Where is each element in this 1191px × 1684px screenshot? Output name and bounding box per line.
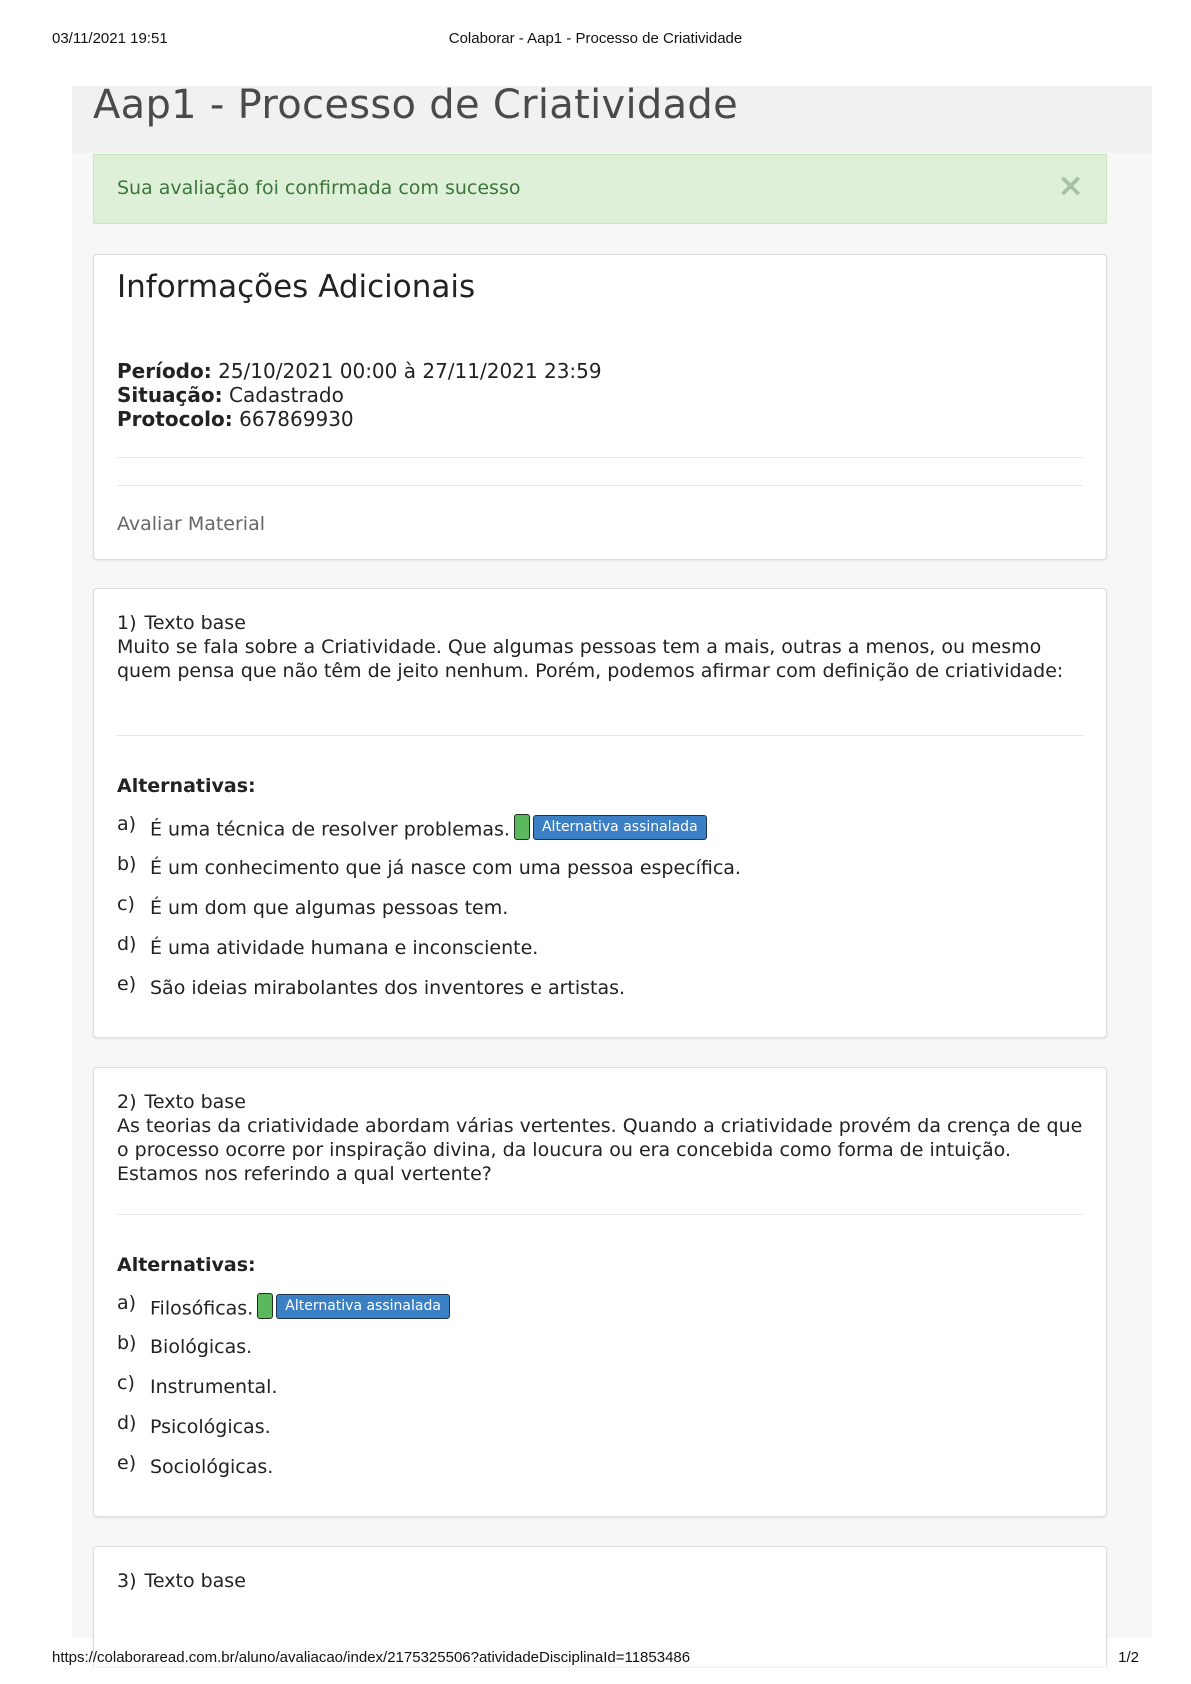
alert-message: Sua avaliação foi confirmada com sucesso bbox=[117, 177, 521, 199]
alternative-letter: e) bbox=[117, 1452, 137, 1474]
protocolo-label: Protocolo: bbox=[117, 407, 233, 431]
alternatives-list bbox=[117, 1292, 1083, 1492]
alternative-text[interactable]: É um dom que algumas pessoas tem. bbox=[150, 897, 509, 919]
alternative-a[interactable] bbox=[117, 1292, 1083, 1332]
periodo-value: 25/10/2021 00:00 à 27/11/2021 23:59 bbox=[211, 359, 602, 383]
question-card-2 bbox=[93, 1067, 1107, 1517]
page-title: Aap1 - Processo de Criatividade bbox=[93, 82, 739, 128]
question-header bbox=[117, 611, 1083, 683]
question-heading: Texto base bbox=[144, 612, 246, 634]
print-date: 03/11/2021 19:51 bbox=[52, 30, 168, 47]
question-card-3 bbox=[93, 1546, 1107, 1666]
alternative-text[interactable]: Sociológicas. bbox=[150, 1456, 274, 1478]
alternative-text[interactable]: Filosóficas. bbox=[150, 1297, 254, 1320]
alternative-text[interactable]: Psicológicas. bbox=[150, 1416, 271, 1438]
question-heading: Texto base bbox=[144, 1570, 246, 1592]
periodo-row bbox=[117, 359, 602, 383]
alternative-letter: a) bbox=[117, 1292, 137, 1314]
alternative-a[interactable] bbox=[117, 813, 1083, 853]
alternative-letter: d) bbox=[117, 1412, 137, 1434]
alternative-text[interactable]: É um conhecimento que já nasce com uma pessoa específica. bbox=[150, 857, 741, 879]
alternative-e[interactable] bbox=[117, 973, 1083, 1013]
question-number: 2) bbox=[117, 1091, 137, 1113]
alternatives-title: Alternativas: bbox=[117, 775, 256, 797]
info-panel bbox=[93, 254, 1107, 560]
selected-square-icon bbox=[514, 814, 530, 840]
alternative-letter: b) bbox=[117, 853, 137, 875]
alternative-letter: b) bbox=[117, 1332, 137, 1354]
periodo-label: Período: bbox=[117, 359, 212, 383]
info-title: Informações Adicionais bbox=[117, 269, 476, 305]
alternatives-title: Alternativas: bbox=[117, 1254, 256, 1276]
info-fields bbox=[117, 359, 602, 431]
situacao-value: Cadastrado bbox=[222, 383, 344, 407]
question-number: 3) bbox=[117, 1570, 137, 1592]
close-icon[interactable]: × bbox=[1057, 166, 1084, 204]
selected-badge: Alternativa assinalada bbox=[533, 815, 707, 840]
protocolo-row bbox=[117, 407, 602, 431]
success-alert bbox=[93, 154, 1107, 224]
selected-marker bbox=[257, 1293, 450, 1319]
alternative-text[interactable]: Biológicas. bbox=[150, 1336, 253, 1358]
alternative-text[interactable]: São ideias mirabolantes dos inventores e artistas. bbox=[150, 977, 626, 999]
selected-marker bbox=[514, 814, 707, 840]
alternative-d[interactable] bbox=[117, 933, 1083, 973]
alternative-letter: e) bbox=[117, 973, 137, 995]
print-footer bbox=[52, 1649, 1139, 1669]
alternatives-list bbox=[117, 813, 1083, 1013]
selected-square-icon bbox=[257, 1293, 273, 1319]
divider bbox=[117, 485, 1083, 486]
alternative-letter: c) bbox=[117, 893, 135, 915]
question-header bbox=[117, 1090, 1083, 1186]
situacao-label: Situação: bbox=[117, 383, 223, 407]
alternative-letter: a) bbox=[117, 813, 137, 835]
divider bbox=[117, 735, 1083, 736]
alternative-text[interactable]: Instrumental. bbox=[150, 1376, 278, 1398]
question-header bbox=[117, 1569, 1083, 1593]
situacao-row bbox=[117, 383, 602, 407]
question-text: Muito se fala sobre a Criatividade. Que algumas pessoas tem a mais, outras a menos, ou mesmo quem pensa que não têm de jeito nenhum. Porém, podemos afirmar com definição de criatividade: bbox=[117, 636, 1064, 682]
alternative-d[interactable] bbox=[117, 1412, 1083, 1452]
divider bbox=[117, 1214, 1083, 1215]
question-heading: Texto base bbox=[144, 1091, 246, 1113]
alternative-b[interactable] bbox=[117, 853, 1083, 893]
alternative-e[interactable] bbox=[117, 1452, 1083, 1492]
alternative-text[interactable]: É uma atividade humana e inconsciente. bbox=[150, 937, 539, 959]
question-number: 1) bbox=[117, 612, 137, 634]
page-number: 1/2 bbox=[1118, 1649, 1139, 1666]
avaliar-material-link[interactable]: Avaliar Material bbox=[117, 513, 266, 535]
question-card-1 bbox=[93, 588, 1107, 1038]
alternative-c[interactable] bbox=[117, 893, 1083, 933]
alternative-letter: c) bbox=[117, 1372, 135, 1394]
print-url: https://colaboraread.com.br/aluno/avaliacao/index/2175325506?atividadeDisciplinaId=11853486 bbox=[52, 1649, 691, 1666]
alternative-text[interactable]: É uma técnica de resolver problemas. bbox=[150, 818, 510, 841]
print-title: Colaborar - Aap1 - Processo de Criatividade bbox=[448, 30, 743, 47]
alternative-c[interactable] bbox=[117, 1372, 1083, 1412]
print-header bbox=[52, 30, 1139, 50]
alternative-letter: d) bbox=[117, 933, 137, 955]
divider bbox=[117, 457, 1083, 458]
selected-badge: Alternativa assinalada bbox=[276, 1294, 450, 1319]
question-text: As teorias da criatividade abordam várias vertentes. Quando a criatividade provém da crença de que o processo ocorre por inspiração divina, da loucura ou era concebida como forma de intuição. Estamos nos referindo a qual vertente? bbox=[117, 1115, 1083, 1185]
protocolo-value: 667869930 bbox=[232, 407, 354, 431]
alternative-b[interactable] bbox=[117, 1332, 1083, 1372]
